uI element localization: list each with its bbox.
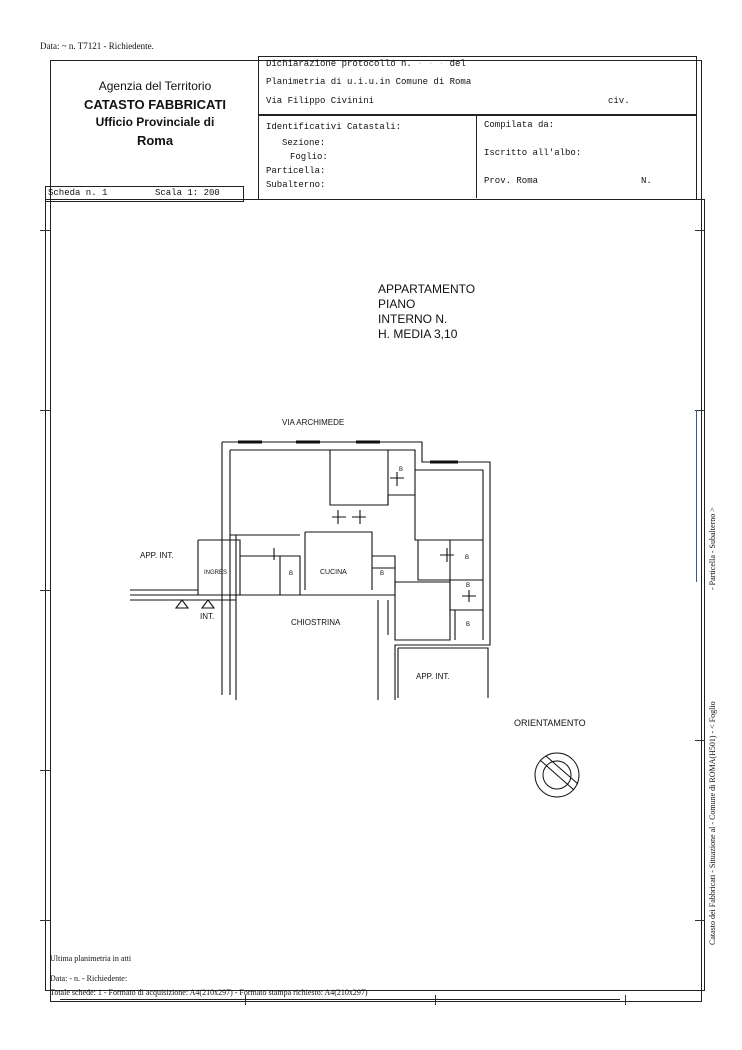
subalterno-label: Subalterno: bbox=[266, 180, 326, 190]
bagno-label: B bbox=[465, 555, 470, 561]
room-wall bbox=[415, 470, 483, 540]
bagno-label: B bbox=[466, 622, 471, 628]
foglio-label: Foglio: bbox=[290, 152, 328, 162]
address-line: Via Filippo Civinini bbox=[266, 96, 375, 106]
iscritto-label: Iscritto all'albo: bbox=[484, 148, 582, 158]
outer-wall bbox=[230, 450, 483, 640]
room-wall bbox=[395, 582, 450, 640]
compilata-title: Compilata da: bbox=[484, 120, 555, 130]
room-wall bbox=[198, 540, 240, 595]
footer-totale: Totale schede: 1 - Formato di acquisizione: A4(210x297) - Formato stampa richiesto: A4(210x297) bbox=[50, 988, 368, 997]
footer-rule bbox=[60, 999, 620, 1000]
side-bracket bbox=[696, 410, 697, 582]
app-int-left-label: APP. INT. bbox=[140, 551, 174, 560]
bagno-label: B bbox=[289, 571, 294, 577]
ultima-planimetria: Ultima planimetria in atti bbox=[50, 954, 132, 963]
prov-label: Prov. Roma bbox=[484, 176, 539, 186]
catasto-fabbricati: CATASTO FABBRICATI bbox=[83, 97, 227, 112]
compass bbox=[535, 753, 579, 797]
bagno-label: B bbox=[466, 583, 471, 589]
declaration-del: del bbox=[449, 59, 466, 69]
street-label: VIA ARCHIMEDE bbox=[282, 418, 345, 427]
n-label: N. bbox=[641, 176, 652, 186]
ids-title: Identificativi Catastali: bbox=[266, 122, 402, 132]
chiostrina-label: CHIOSTRINA bbox=[291, 618, 341, 627]
ufficio-provinciale: Ufficio Provinciale di bbox=[95, 115, 215, 129]
cucina-label: CUCINA bbox=[320, 569, 347, 576]
orientamento-label: ORIENTAMENTO bbox=[514, 718, 586, 728]
ingresso-label: INGRES bbox=[204, 570, 228, 576]
plan-title-interior: INTERNO N. bbox=[378, 312, 448, 326]
planimetria-line: Planimetria di u.i.u.in Comune di Roma bbox=[266, 77, 472, 87]
int-label: INT. bbox=[200, 612, 215, 621]
footer-data-line: Data: - n. - Richiedente: bbox=[50, 974, 128, 983]
plan-title-apartment: APPARTAMENTO bbox=[378, 282, 476, 296]
side-note-top: - Particella - Subalterno > bbox=[708, 507, 717, 590]
bagno-label: B bbox=[380, 571, 385, 577]
particella-label: Particella: bbox=[266, 166, 326, 176]
corridor-wall bbox=[378, 600, 388, 700]
scheda-label: Scheda n. 1 bbox=[48, 188, 108, 198]
declaration-label: Dichiarazione protocollo n. bbox=[266, 59, 412, 69]
redacted-mark: · · · bbox=[417, 59, 450, 69]
scala-label: Scala 1: 200 bbox=[155, 188, 220, 198]
entrance-triangle bbox=[176, 600, 214, 608]
civ-label: civ. bbox=[608, 96, 630, 106]
ufficio-city: Roma bbox=[136, 133, 174, 148]
room-wall bbox=[330, 450, 388, 505]
street-wall bbox=[222, 442, 230, 695]
corridor-wall bbox=[130, 595, 395, 700]
room-wall bbox=[388, 495, 415, 505]
plan-title-floor: PIANO bbox=[378, 297, 416, 311]
bagno-label: B bbox=[399, 467, 404, 473]
plan-title-height: H. MEDIA 3,10 bbox=[378, 327, 458, 341]
room-wall bbox=[418, 540, 450, 580]
side-note-bottom: Catasto dei Fabbricati - Situazione al - Comune di ROMA(H501) - < Foglio bbox=[708, 701, 717, 945]
top-stamp-line: Data: ~ n. T7121 - Richiedente. bbox=[40, 41, 154, 51]
sezione-label: Sezione: bbox=[282, 138, 326, 148]
app-int-bottom-label: APP. INT. bbox=[416, 672, 450, 681]
room-wall bbox=[305, 532, 372, 590]
agency-name: Agenzia del Territorio bbox=[98, 79, 212, 93]
window bbox=[238, 442, 458, 462]
